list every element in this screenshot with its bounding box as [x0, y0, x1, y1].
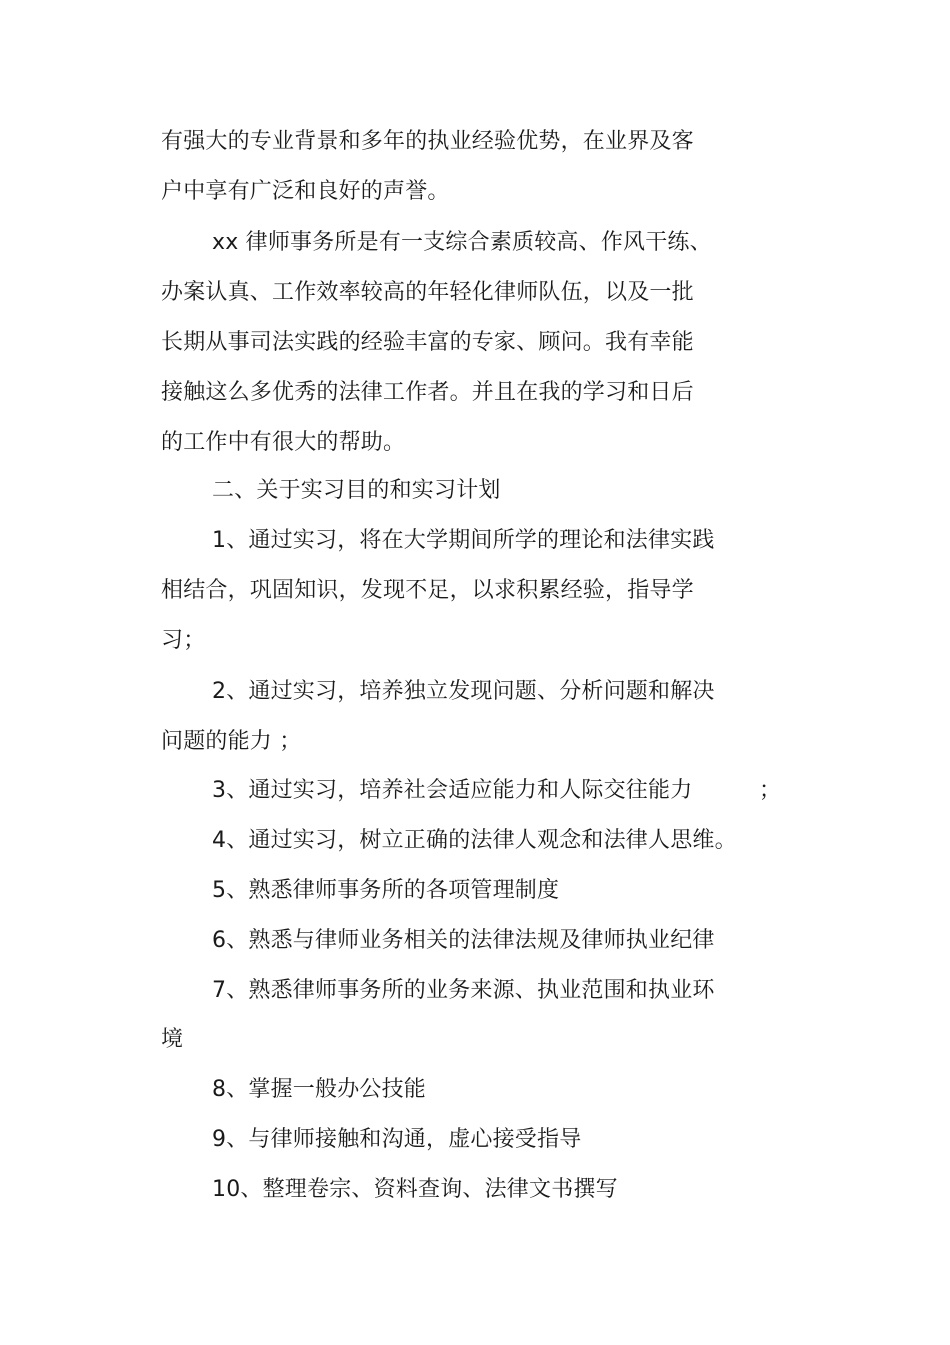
- paragraph-line: 有强大的专业背景和多年的执业经验优势，在业界及客: [161, 129, 694, 154]
- paragraph-line: xx 律师事务所是有一支综合素质较高、作风干练、: [212, 230, 712, 255]
- list-item-continuation: 境: [161, 1027, 184, 1052]
- list-item: 2、通过实习，培养独立发现问题、分析问题和解决: [212, 679, 715, 704]
- list-item: 3、通过实习，培养社会适应能力和人际交往能力: [212, 778, 693, 803]
- list-item: 1、通过实习，将在大学期间所学的理论和法律实践: [212, 528, 715, 553]
- list-item-continuation: 问题的能力 ；: [161, 729, 302, 754]
- section-heading: 二、关于实习目的和实习计划: [212, 478, 501, 503]
- list-item: 5、熟悉律师事务所的各项管理制度: [212, 878, 560, 903]
- list-item-continuation: 相结合，巩固知识，发现不足，以求积累经验，指导学: [161, 578, 694, 603]
- paragraph-line: 的工作中有很大的帮助。: [161, 430, 406, 455]
- list-item: 8、掌握一般办公技能: [212, 1077, 426, 1102]
- list-item: 10、整理卷宗、资料查询、法律文书撰写: [212, 1177, 618, 1202]
- list-item: 9、与律师接触和沟通，虚心接受指导: [212, 1127, 582, 1152]
- list-item-continuation: 习；: [161, 628, 206, 653]
- list-item: 6、熟悉与律师业务相关的法律法规及律师执业纪律: [212, 928, 715, 953]
- paragraph-line: 接触这么多优秀的法律工作者。并且在我的学习和日后: [161, 380, 694, 405]
- list-item: 4、通过实习，树立正确的法律人观念和法律人思维。: [212, 828, 737, 853]
- paragraph-line: 户中享有广泛和良好的声誉。: [161, 179, 450, 204]
- list-item: 7、熟悉律师事务所的业务来源、执业范围和执业环: [212, 978, 715, 1003]
- paragraph-line: 办案认真、工作效率较高的年轻化律师队伍，以及一批: [161, 280, 694, 305]
- trailing-semicolon: ；: [759, 778, 782, 803]
- paragraph-line: 长期从事司法实践的经验丰富的专家、顾问。我有幸能: [161, 330, 694, 355]
